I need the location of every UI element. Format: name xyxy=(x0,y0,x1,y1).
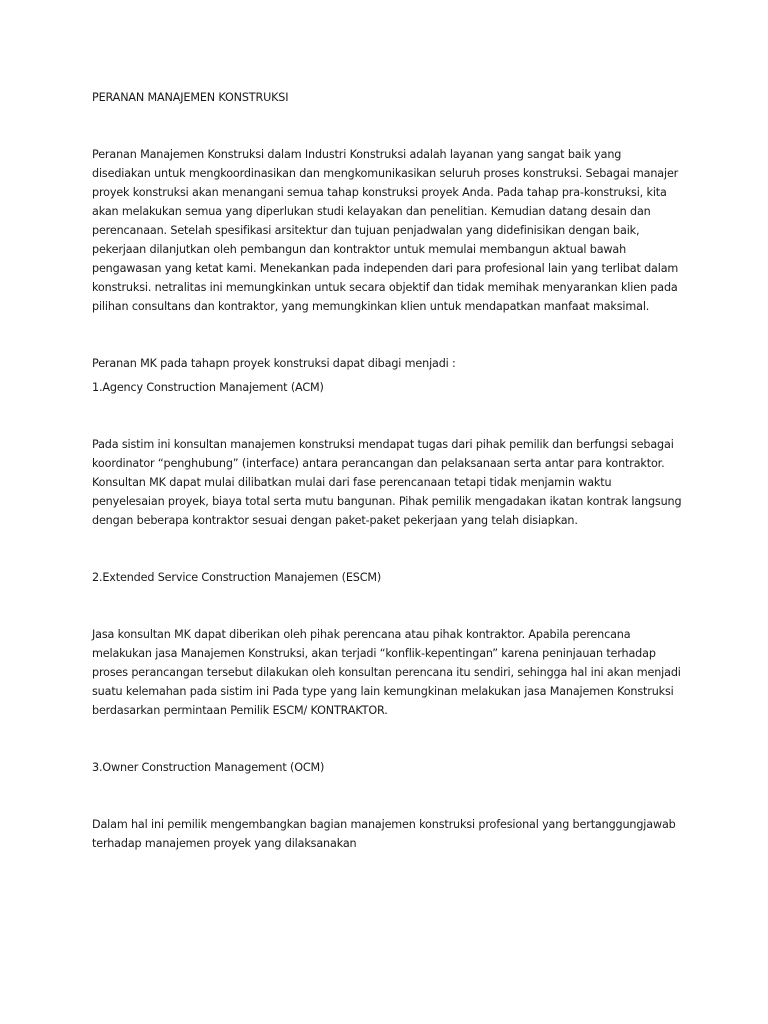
intro-paragraph: Peranan Manajemen Konstruksi dalam Industri Konstruksi adalah layanan yang sangat baik yang disediakan untuk mengkoordinasikan dan mengkomunikasikan seluruh proses konstruksi. Sebagai manajer proyek konstruksi akan menangani semua tahap konstruksi proyek Anda. Pada tahap pra-konstruksi, kita akan melakukan semua yang diperlukan studi kelayakan dan penelitian. Kemudian datang desain dan perencanaan. Setelah spesifikasi arsitektur dan tujuan penjadwalan yang didefinisikan dengan baik, pekerjaan dilanjutkan oleh pembangun dan kontraktor untuk memulai membangun aktual bawah pengawasan yang ketat kami. Menekankan pada independen dari para profesional lain yang terlibat dalam konstruksi. netralitas ini memungkinkan untuk secara objektif dan tidak memihak menyarankan klien pada pilihan consultans dan kontraktor, yang memungkinkan klien untuk mendapatkan manfaat maksimal. xyxy=(92,148,679,313)
section-body-acm: Pada sistim ini konsultan manajemen konstruksi mendapat tugas dari pihak pemilik dan berfungsi sebagai koordinator “penghubung” (interface) antara perancangan dan pelaksanaan serta antar para kontraktor. Konsultan MK dapat mulai dilibatkan mulai dari fase perencanaan tetapi tidak menjamin waktu penyelesaian proyek, biaya total serta mutu bangunan. Pihak pemilik mengadakan ikatan kontrak langsung dengan beberapa kontraktor sesuai dengan paket-paket pekerjaan yang telah disiapkan. xyxy=(92,438,682,527)
section-body-ocm: Dalam hal ini pemilik mengembangkan bagian manajemen konstruksi profesional yang bertanggungjawab terhadap manajemen proyek yang dilaksanakan xyxy=(92,818,676,850)
document-title: PERANAN MANAJEMEN KONSTRUKSI xyxy=(92,91,289,104)
section-heading-escm: 2.Extended Service Construction Manajemen (ESCM) xyxy=(92,571,382,584)
document-page xyxy=(92,88,682,891)
roles-intro: Peranan MK pada tahapn proyek konstruksi dapat dibagi menjadi : xyxy=(92,357,456,370)
section-heading-acm: 1.Agency Construction Manajement (ACM) xyxy=(92,381,324,394)
section-heading-ocm: 3.Owner Construction Management (OCM) xyxy=(92,761,325,774)
section-body-escm: Jasa konsultan MK dapat diberikan oleh pihak perencana atau pihak kontraktor. Apabila perencana melakukan jasa Manajemen Konstruksi, akan terjadi “konflik-kepentingan” karena peninjauan terhadap proses perancangan tersebut dilakukan oleh konsultan perencana itu sendiri, sehingga hal ini akan menjadi suatu kelemahan pada sistim ini Pada type yang lain kemungkinan melakukan jasa Manajemen Konstruksi berdasarkan permintaan Pemilik ESCM/ KONTRAKTOR. xyxy=(92,628,681,717)
